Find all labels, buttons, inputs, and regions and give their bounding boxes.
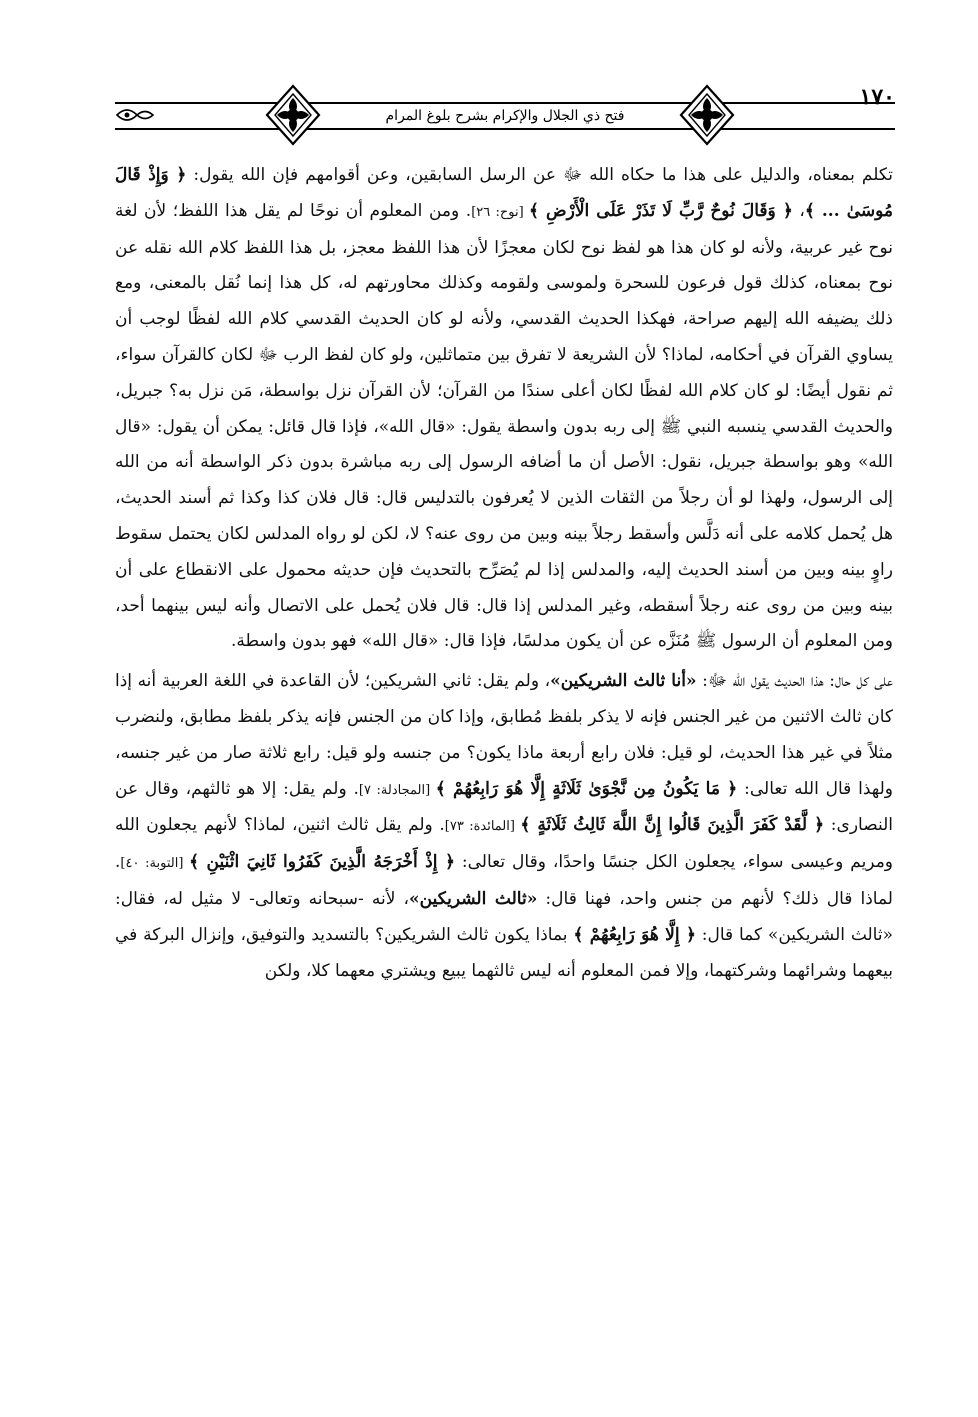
text-run: . لماذا قال ذلك؟ لأنهم من جنس واحد، فهنا قال: — [115, 852, 893, 909]
header-rule-bottom — [115, 128, 895, 130]
floral-ornament-icon — [265, 84, 321, 146]
quran-verse: ﴿ مَا يَكُونُ مِن نَّجْوَىٰ ثَلَاثَةٍ إِلَّا هُوَ رَابِعُهُمْ ﴾ — [435, 778, 738, 799]
running-header-title: فتح ذي الجلال والإكرام بشرح بلوغ المرام — [325, 104, 685, 128]
running-header — [115, 80, 895, 150]
quran-verse: ﴿ لَّقَدْ كَفَرَ الَّذِينَ قَالُوا إِنَّ اللَّهَ ثَالِثُ ثَلَاثَةٍ ﴾ — [520, 815, 825, 836]
quran-verse: ﴿ إِلَّا هُوَ رَابِعُهُمْ ﴾ — [573, 924, 696, 945]
text-run: تكلم بمعناه، والدليل على هذا ما حكاه الله ﷻ عن الرسل السابقين، وعن أقوامهم فإن الله يقول: — [186, 165, 893, 185]
quran-verse: ﴿ وَإِذْ قَالَ مُوسَىٰ ... ﴾ — [115, 165, 893, 221]
page-number: ١٧٠ — [859, 84, 895, 110]
quran-verse: ﴿ إِذْ أَخْرَجَهُ الَّذِينَ كَفَرُوا ثَانِيَ اثْنَيْنِ ﴾ — [189, 852, 455, 873]
floral-ornament-icon — [679, 84, 735, 146]
verse-reference: [التوبة: ٤٠] — [120, 856, 190, 872]
text-run: ، — [792, 200, 805, 221]
rule-end-ornament-icon — [115, 100, 155, 130]
text-run: ، ولم يقل: ثاني الشريكين؛ لأن القاعدة في اللغة العربية أنه إذا كان ثالث الاثنين من غير الجنس فإنه لا يذكر بلفظ مُطابق، وإذا كان من الجنس فإنه يذكر بلفظ مطابق، ولنضرب مثلاً في غير هذا الحديث، لو قيل: فلان رابع أربعة ماذا يكون؟ من جنسه ولو قيل: رابع ثلاثة صار من غير جنسه، ولهذا قال الله تعالى: — [115, 671, 894, 799]
paragraph-1 — [115, 158, 893, 660]
paragraph-2 — [115, 664, 893, 989]
text-run: . ولم يقل: إلا هو ثالثهم، وقال عن النصارى: — [115, 778, 893, 836]
verse-reference: [نوح: ٢٦] — [471, 204, 530, 220]
text-run: . ومن المعلوم أن نوحًا لم يقل هذا اللفظ؛ لأن لغة نوح غير عربية، ولأنه لو كان هذا هو لفظ نوح لكان معجزًا لأن هذا اللفظ معجز، بل هذا اللفظ كلام الله نقله عن نوح بمعناه، كذلك قول فرعون للسحرة ولموسى ولقومه وكذلك محاورتهم له، كل هذا إنما نُقل بالمعنى، ومع ذلك يضيفه الله إليهم صراحة، فهكذا الحديث القدسي، ولأنه لو كان الحديث القدسي كلام الله لفظًا لوجب أن يساوي القرآن في أحكامه، لماذا؟ لأن الشريعة لا تفرق بين متماثلين، ولو كان لفظ الرب ﷻ لكان كالقرآن سواء، ثم نقول أيضًا: لو كان كلام الله لفظًا لكان أعلى سندًا من القرآن؛ لأن القرآن نزل بواسطة، مَن نزل به؟ جبريل، والحديث القدسي ينسبه النبي ﷺ إلى ربه بدون واسطة يقول: «قال الله»، فإذا قال قائل: يمكن أن يقول: «قال الله» وهو بواسطة جبريل، نقول: الأصل أن ما أضافه الرسول إلى ربه مباشرة بدون ذكر الواسطة أنه من الله إلى الرسول، ولهذا لو أن رجلاً من الثقات الذين لا يُعرفون بالتدليس قال: قال فلان كذا وكذا ثم أسند الحديث، هل يُحمل كلامه على أنه دَلَّس وأسقط رجلاً بينه وبين من روى عنه؟ لا، لكن لو رواه المدلس لكان يحتمل سقوط راوٍ بينه وبين من أسند الحديث إليه، والمدلس إذا لم يُصَرِّح بالتحديث فإن حديثه محمول على الانقطاع على أن بينه وبين من روى عنه رجلاً أسقطه، وغير المدلس إذا قال: قال فلان يُحمل على الاتصال وأنه ليس بينهما أحد، ومن المعلوم أن الرسول ﷺ مُنَزَّه عن أن يكون مدلسًا، فإذا قال: «قال الله» فهو بدون واسطة. — [115, 200, 893, 652]
text-run: بماذا يكون ثالث الشريكين؟ بالتسديد والتوفيق، وإنزال البركة في بيعهما وشرائهما وشركتهما، وإلا فمن المعلوم أنه ليس ثالثهما يبيع ويشتري معهما كلا، ولكن — [115, 924, 893, 981]
text-run: على كل حال: هذا الحديث يقول الله ﷻ: — [696, 671, 893, 692]
hadith-quote: «أنا ثالث الشريكين» — [550, 671, 697, 692]
text-run: ، لأنه -سبحانه وتعالى- لا مثيل له، فقال: «ثالث الشريكين» كما قال: — [115, 888, 893, 945]
text-run: . ولم يقل ثالث اثنين، لماذا؟ لأنهم يجعلون الله ومريم وعيسى سواء، يجعلون الكل جنسًا واحدًا، وقال تعالى: — [115, 815, 894, 873]
body-text — [115, 158, 893, 989]
verse-reference: [المجادلة: ٧] — [358, 782, 436, 798]
quran-verse: ﴿ وَقَالَ نُوحٌ رَّبِّ لَا تَذَرْ عَلَى الْأَرْضِ ﴾ — [529, 200, 793, 221]
hadith-quote: «ثالث الشريكين» — [409, 888, 538, 909]
verse-reference: [المائدة: ٧٣] — [444, 819, 521, 835]
